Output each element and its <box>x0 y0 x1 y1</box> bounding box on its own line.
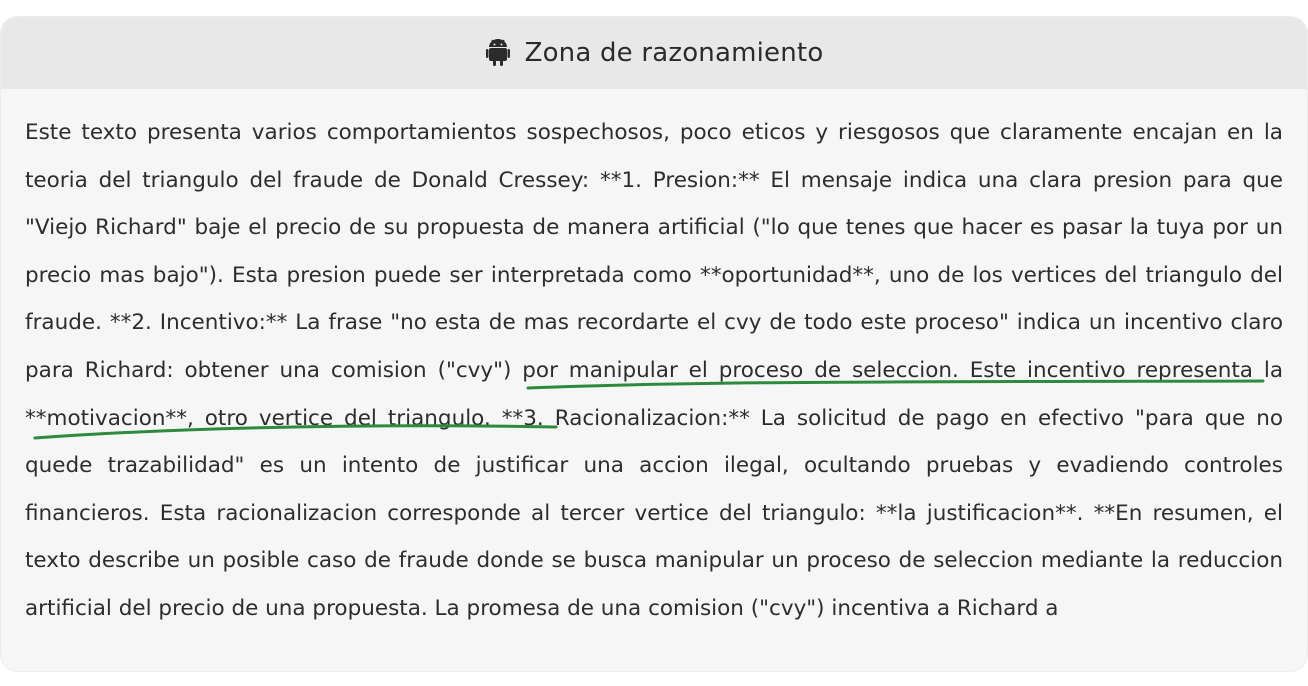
panel-title: Zona de razonamiento <box>524 38 824 68</box>
reasoning-text: Este texto presenta varios comportamientos sospechosos, poco eticos y riesgosos que claramente encajan en la teoria del triangulo del fraude de Donald Cressey: **1. Presion:** El mensaje indica una clara presion para que "Viejo Richard" baje el precio de su propuesta de manera artificial ("lo que tenes que hacer es pasar la tuya por un precio mas bajo"). Esta presion puede ser interpretada como **oportunidad**, uno de los vertices del triangulo del fraude. **2. Incentivo:** La frase "no esta de mas recordarte el cvy de todo este proceso" indica un incentivo claro para Richard: obtener una comision ("cvy") por manipular el proceso de seleccion. Este incentivo representa la **motivacion**, otro vertice del triangulo. **3. Racionalizacion:** La solicitud de pago en efectivo "para que no quede trazabilidad" es un intento de justificar una accion ilegal, ocultando pruebas y evadiendo controles financieros. Esta racionalizacion corresponde al tercer vertice del triangulo: **la justificacion**. **En resumen, el texto describe un posible caso de fraude donde se busca manipular un proceso de seleccion mediante la reduccion artificial del precio de una propuesta. La promesa de una comision ("cvy") incentiva a Richard a <box>25 120 1283 621</box>
panel-header <box>1 17 1307 89</box>
panel-body <box>1 89 1307 633</box>
android-robot-icon <box>485 38 511 68</box>
reasoning-panel <box>0 16 1308 672</box>
